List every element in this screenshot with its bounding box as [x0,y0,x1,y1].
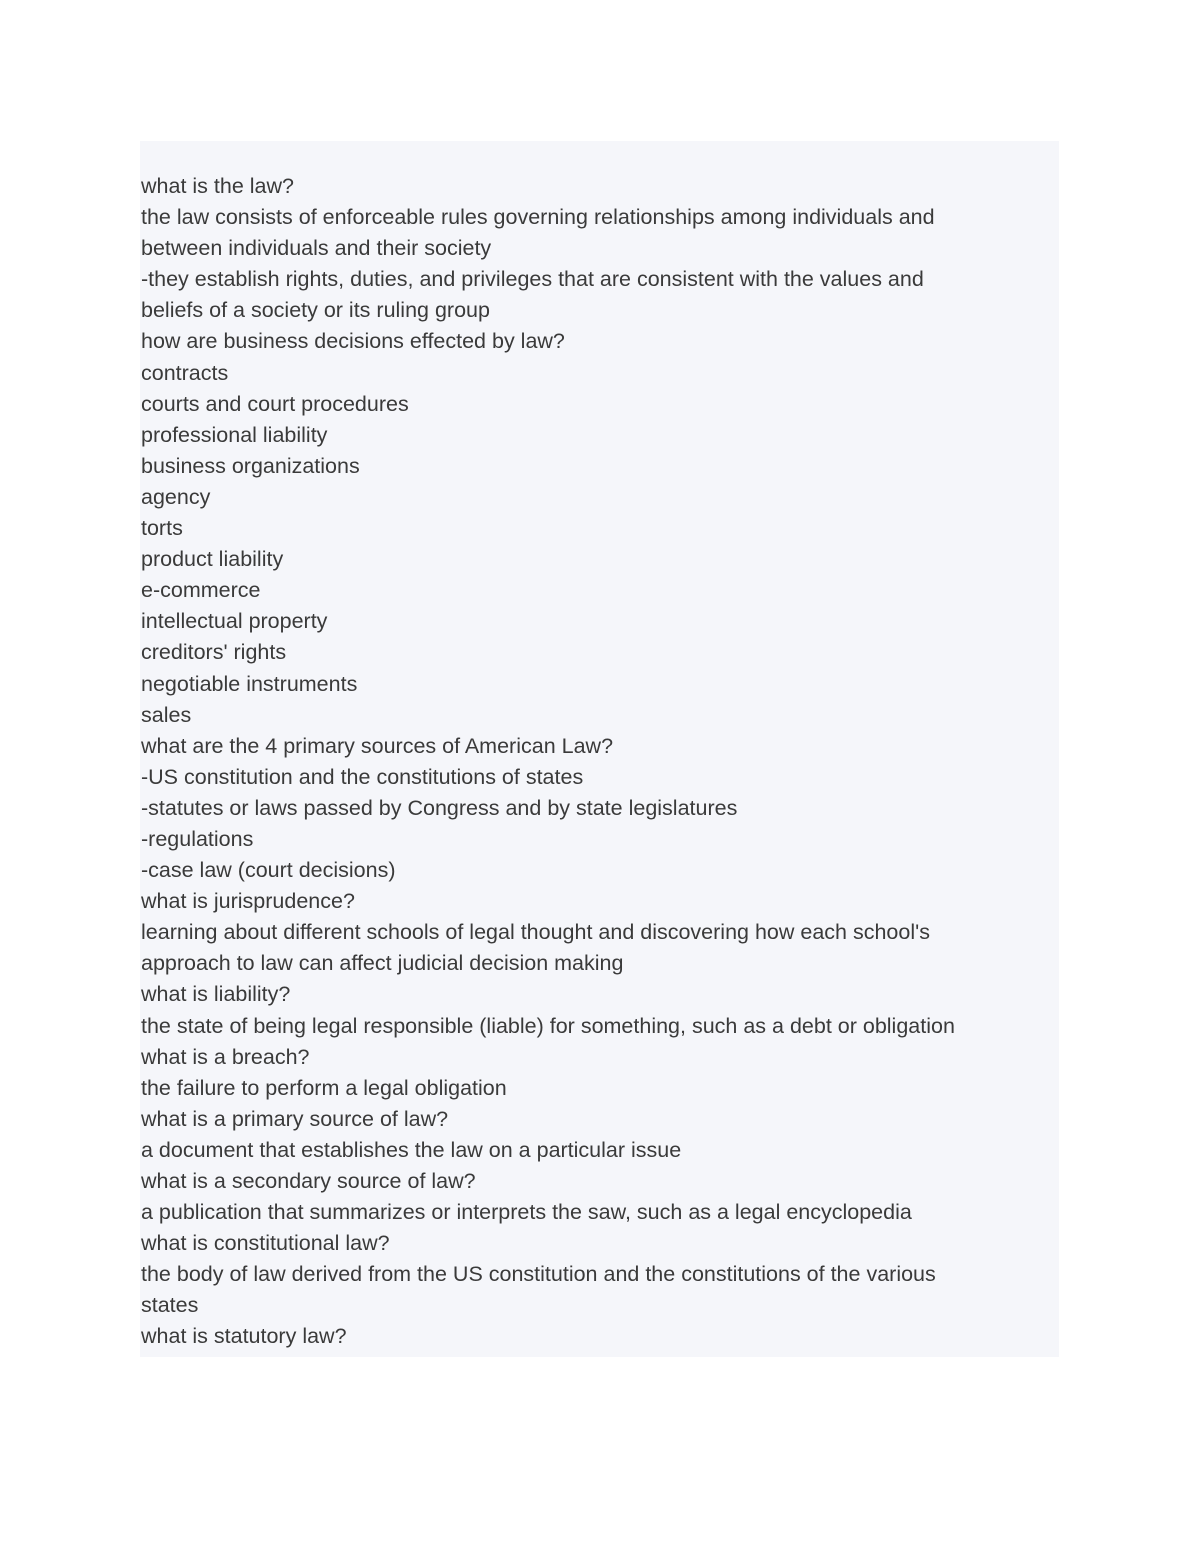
text-line: product liability [141,547,284,572]
text-line: professional liability [141,422,328,447]
text-line: approach to law can affect judicial decision making [141,951,624,976]
text-line: sales [141,702,192,727]
text-line: -US constitution and the constitutions of states [141,764,584,789]
text-line: -regulations [141,826,254,851]
text-line: what is the law? [141,174,294,198]
text-line: -statutes or laws passed by Congress and by state legislatures [141,795,738,820]
text-line: a document that establishes the law on a particular issue [141,1137,682,1162]
text-line: what is statutory law? [141,1324,347,1349]
text-line: -they establish rights, duties, and privileges that are consistent with the values and [141,267,924,292]
text-line: what is constitutional law? [141,1231,390,1256]
text-line: what is liability? [141,982,291,1007]
text-line: e-commerce [141,578,261,603]
text-line: a publication that summarizes or interprets the saw, such as a legal encyclopedia [141,1200,912,1225]
text-line: business organizations [141,453,360,478]
text-line: -case law (court decisions) [141,858,396,883]
text-line: the body of law derived from the US constitution and the constitutions of the various [141,1262,936,1287]
text-content-block [140,141,1059,1357]
text-line: what is a primary source of law? [141,1106,449,1131]
text-line: agency [141,484,211,509]
text-line: intellectual property [141,609,328,634]
text-line: what is jurisprudence? [141,889,355,914]
text-line: how are business decisions effected by law? [141,329,565,354]
text-line: the state of being legal responsible (liable) for something, such as a debt or obligation [141,1013,955,1038]
text-line: courts and court procedures [141,391,409,416]
text-line: creditors' rights [141,640,287,665]
text-line: what is a breach? [141,1044,310,1069]
text-line: what is a secondary source of law? [141,1169,476,1193]
text-line: states [141,1293,199,1318]
text-line: beliefs of a society or its ruling group [141,298,490,323]
text-line: contracts [141,360,229,385]
text-line: negotiable instruments [141,671,358,696]
text-line: between individuals and their society [141,236,492,261]
text-line: the law consists of enforceable rules governing relationships among individuals and [141,205,935,230]
text-line: what are the 4 primary sources of American Law? [141,733,614,758]
text-line: torts [141,516,183,541]
text-line: learning about different schools of legal thought and discovering how each school's [141,920,930,945]
text-line: the failure to perform a legal obligation [141,1075,507,1100]
